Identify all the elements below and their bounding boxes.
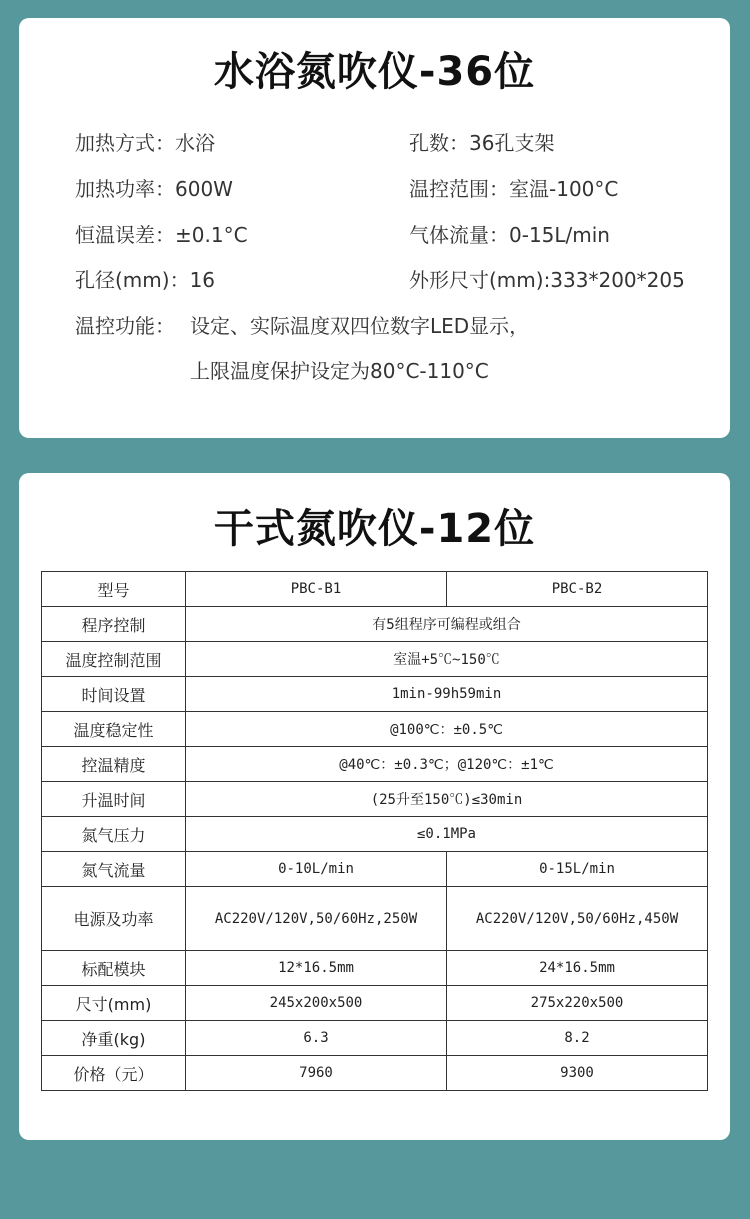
hole-diameter: 孔径(mm)：16 [75,268,216,292]
dimensions: 外形尺寸(mm):333*200*205 [409,268,685,292]
table-row [42,986,708,1021]
table-label-cell: 净重(kg) [42,1021,186,1056]
table-value-cell: 1min-99h59min [186,677,708,712]
table-row [42,887,708,951]
table-row [42,1021,708,1056]
table-label-cell: 氮气压力 [42,817,186,852]
heating-method: 加热方式：水浴 [75,131,215,155]
table-value-cell: 245x200x500 [186,986,447,1021]
table-label-cell: 升温时间 [42,782,186,817]
table-value-cell: @100℃：±0.5℃ [186,712,708,747]
temp-error: 恒温误差：±0.1°C [75,223,248,247]
table-value-cell: 6.3 [186,1021,447,1056]
table-value-cell: 0-10L/min [186,852,447,887]
holes: 孔数：36孔支架 [409,131,555,155]
table-label-cell: 控温精度 [42,747,186,782]
table-value-cell: @40℃：±0.3℃；@120℃：±1℃ [186,747,708,782]
table-row [42,852,708,887]
table-label-cell: 尺寸(mm) [42,986,186,1021]
table-row [42,782,708,817]
table-value-cell: 室温+5℃~150℃ [186,642,708,677]
table-label-cell: 温度控制范围 [42,642,186,677]
table-value-cell: AC220V/120V,50/60Hz,250W [186,887,447,951]
table-value-cell: PBC-B1 [186,572,447,607]
temp-function-label: 温控功能： [75,314,175,338]
temp-function-line1: 设定、实际温度双四位数字LED显示， [190,314,530,338]
table-value-cell: 0-15L/min [447,852,708,887]
dry-type-card [19,473,730,1140]
table-label-cell: 程序控制 [42,607,186,642]
table-label-cell: 时间设置 [42,677,186,712]
dry-type-title: 干式氮吹仪-12位 [208,501,541,557]
table-value-cell: PBC-B2 [447,572,708,607]
heating-power: 加热功率：600W [75,177,233,201]
temp-function-line2: 上限温度保护设定为80°C-110°C [190,359,489,383]
table-value-cell: (25升至150℃)≤30min [186,782,708,817]
temp-range: 温控范围：室温-100°C [409,177,619,201]
table-row [42,712,708,747]
table-value-cell: 24*16.5mm [447,951,708,986]
table-label-cell: 型号 [42,572,186,607]
table-row [42,747,708,782]
table-row [42,951,708,986]
table-label-cell: 氮气流量 [42,852,186,887]
table-row [42,642,708,677]
table-label-cell: 标配模块 [42,951,186,986]
table-row [42,1056,708,1091]
table-row [42,607,708,642]
table-value-cell: 12*16.5mm [186,951,447,986]
water-bath-title: 水浴氮吹仪-36位 [208,44,541,100]
table-row [42,677,708,712]
table-value-cell: 8.2 [447,1021,708,1056]
spec-table [41,571,708,1091]
table-value-cell: 9300 [447,1056,708,1091]
table-value-cell: ≤0.1MPa [186,817,708,852]
water-bath-card [19,18,730,438]
table-row [42,817,708,852]
table-value-cell: 7960 [186,1056,447,1091]
table-label-cell: 价格（元） [42,1056,186,1091]
table-header-row [42,572,708,607]
gas-flow: 气体流量：0-15L/min [409,223,610,247]
table-value-cell: 275x220x500 [447,986,708,1021]
table-label-cell: 电源及功率 [42,887,186,951]
table-value-cell: AC220V/120V,50/60Hz,450W [447,887,708,951]
table-label-cell: 温度稳定性 [42,712,186,747]
table-value-cell: 有5组程序可编程或组合 [186,607,708,642]
